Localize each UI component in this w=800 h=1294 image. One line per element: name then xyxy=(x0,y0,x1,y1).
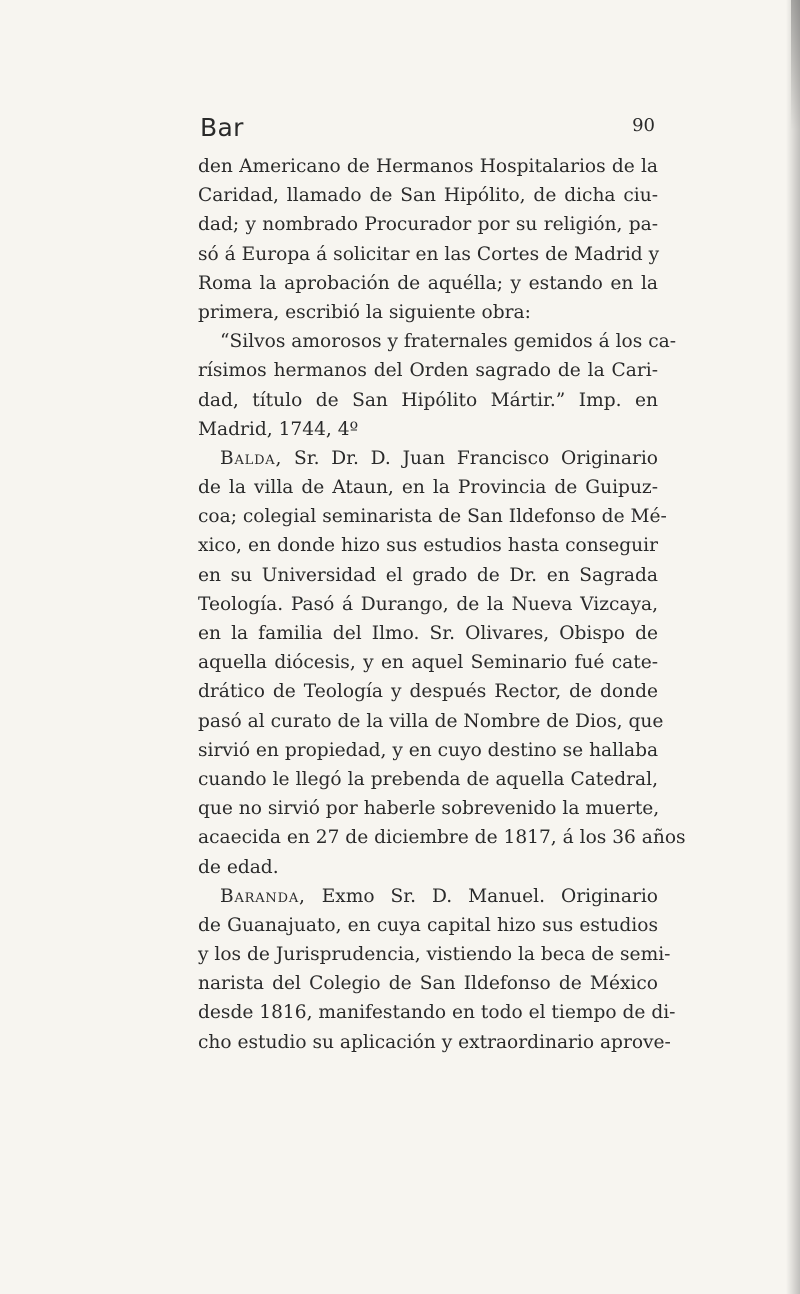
text-line: cuando le llegó la prebenda de aquella Catedral, xyxy=(198,768,658,790)
text-line: xico, en donde hizo sus estudios hasta conseguir xyxy=(198,535,658,557)
text-line: só á Europa á solicitar en las Cortes de Madrid y xyxy=(198,243,660,265)
text-line: pasó al curato de la villa de Nombre de Dios, que xyxy=(198,710,664,732)
text-line: Caridad, llamado de San Hipólito, de dicha ciu- xyxy=(198,185,658,207)
text-line: de edad. xyxy=(198,856,279,878)
page-edge-shadow xyxy=(786,0,800,1294)
text-line: aquella diócesis, y en aquel Seminario fué cate- xyxy=(198,652,658,674)
text-line: drático de Teología y después Rector, de donde xyxy=(198,681,658,703)
entry-heading-line: Baranda, Exmo Sr. D. Manuel. Originario xyxy=(220,885,658,907)
page-corner-shadow xyxy=(791,0,800,130)
text-line: dad, título de San Hipólito Mártir.” Imp. en xyxy=(198,389,658,411)
running-head xyxy=(200,113,655,147)
text-line: acaecida en 27 de diciembre de 1817, á los 36 años xyxy=(198,827,686,849)
text-line: cho estudio su aplicación y extraordinario aprove- xyxy=(198,1031,671,1053)
text-line: de Guanajuato, en cuya capital hizo sus estudios xyxy=(198,914,658,936)
text-line: sirvió en propiedad, y en cuyo destino se hallaba xyxy=(198,739,659,761)
text-line: y los de Jurisprudencia, vistiendo la beca de semi- xyxy=(198,944,671,966)
text-line: coa; colegial seminarista de San Ildefonso de Mé- xyxy=(198,506,667,528)
entry-name: Balda, xyxy=(220,447,283,469)
page-number: 90 xyxy=(632,115,655,136)
running-head-title: Bar xyxy=(200,113,244,142)
text-line: dad; y nombrado Procurador por su religión, pa- xyxy=(198,214,658,236)
text-line: narista del Colegio de San Ildefonso de México xyxy=(198,973,658,995)
text-line: de la villa de Ataun, en la Provincia de Guipuz- xyxy=(198,477,658,499)
text-line: en su Universidad el grado de Dr. en Sagrada xyxy=(198,564,658,586)
body-text xyxy=(198,152,686,1057)
text-line: Roma la aprobación de aquélla; y estando en la xyxy=(198,272,658,294)
entry-name: Baranda, xyxy=(220,885,306,907)
entry-heading-line: Balda, Sr. Dr. D. Juan Francisco Originario xyxy=(220,447,658,469)
text-line: Madrid, 1744, 4º xyxy=(198,418,359,440)
text-line: “Silvos amorosos y fraternales gemidos á los ca- xyxy=(220,331,676,353)
text-line: den Americano de Hermanos Hospitalarios de la xyxy=(198,156,658,177)
text-line: desde 1816, manifestando en todo el tiempo de di- xyxy=(198,1002,676,1024)
text-line: Teología. Pasó á Durango, de la Nueva Vizcaya, xyxy=(198,593,658,615)
text-line: en la familia del Ilmo. Sr. Olivares, Obispo de xyxy=(198,623,658,644)
text-line: rísimos hermanos del Orden sagrado de la Cari- xyxy=(198,360,658,382)
text-line: primera, escribió la siguiente obra: xyxy=(198,301,531,323)
text-line: que no sirvió por haberle sobrevenido la muerte, xyxy=(198,798,660,820)
